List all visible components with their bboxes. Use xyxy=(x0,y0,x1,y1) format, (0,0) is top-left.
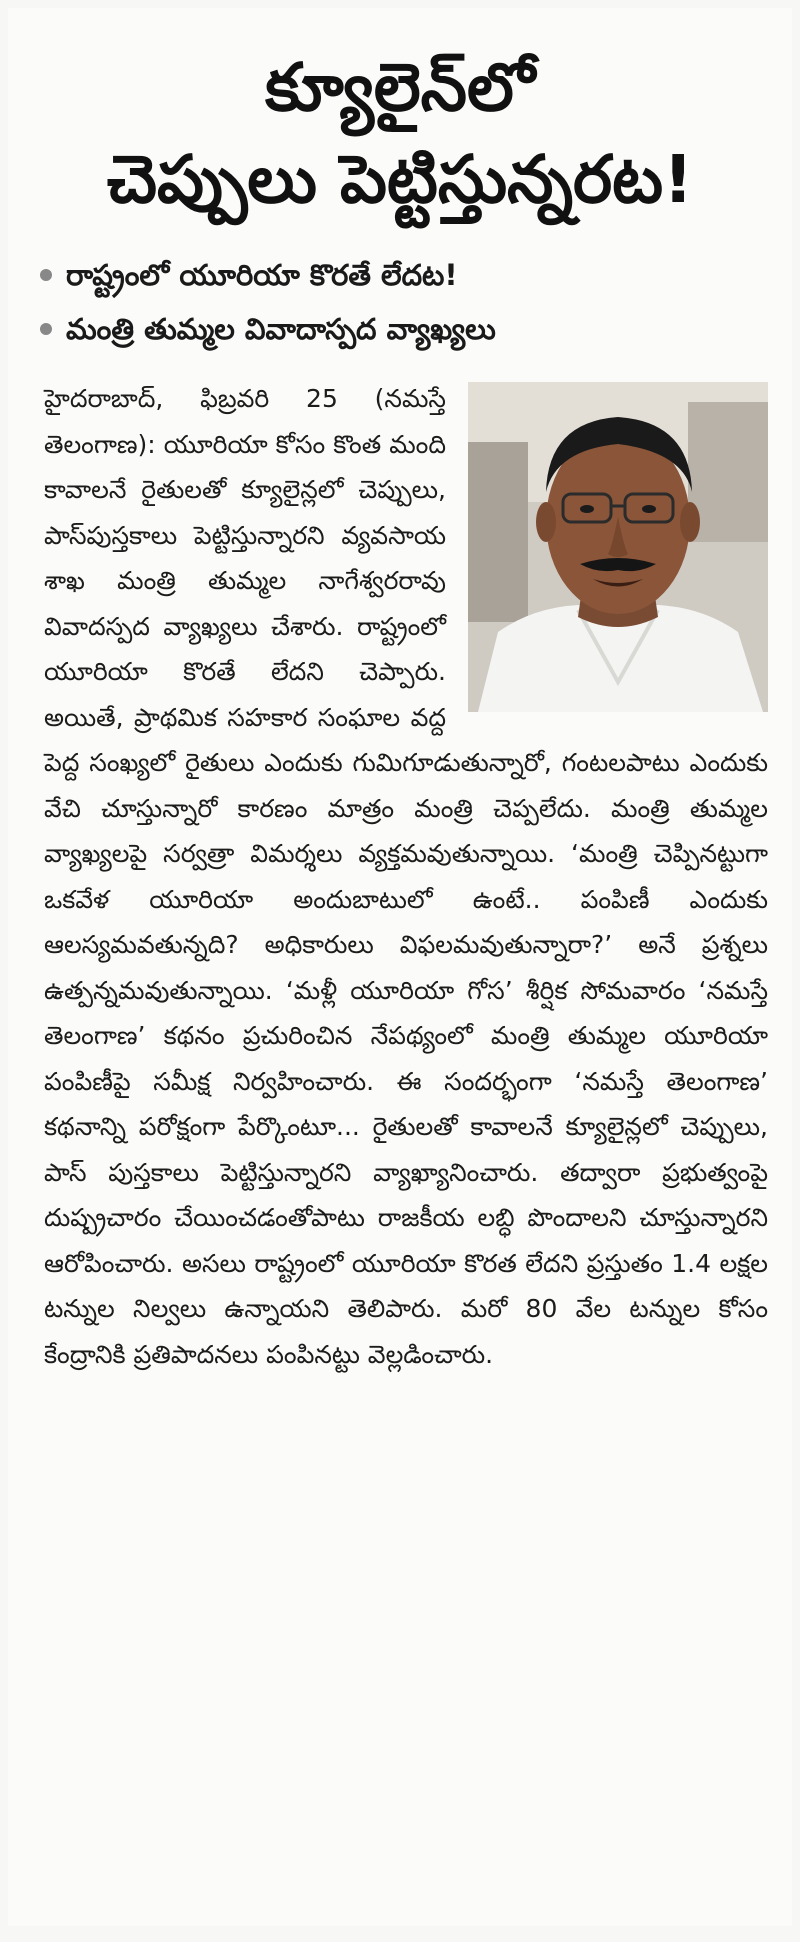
headline-line-2: చెప్పులు పెట్టిస్తున్నరట! xyxy=(106,141,694,218)
article-dateline: హైదరాబాద్, ఫిబ్రవరి 25 (నమస్తే తెలంగాణ): xyxy=(44,384,446,459)
newspaper-clipping xyxy=(8,8,792,1926)
subheading-bullets xyxy=(8,248,792,356)
bullet-item xyxy=(40,302,792,356)
minister-portrait-icon xyxy=(468,382,768,712)
bullet-text: మంత్రి తుమ్మల వివాదాస్పద వ్యాఖ్యలు xyxy=(66,312,496,346)
headline xyxy=(8,8,792,226)
headline-line-1: క్యూలైన్‌లో xyxy=(265,49,535,126)
article-text: యూరియా కోసం కొంత మంది కావాలనే రైతులతో క్యూలైన్లలో చెప్పులు, పాస్‌పుస్తకాలు పెట్టిస్తున్నారని వ్యవసాయ శాఖ మంత్రి తుమ్మల నాగేశ్వరరావు వివాదస్పద వ్యాఖ్యలు చేశారు. రాష్ట్రంలో యూరియా కొరతే లేదని చెప్పారు. అయితే, ప్రాథమిక సహకార సంఘాల వద్ద పెద్ద సంఖ్యలో రైతులు ఎందుకు గుమిగూడుతున్నారో, గంటలపాటు ఎందుకు వేచి చూస్తున్నారో కారణం మాత్రం మంత్రి చెప్పలేదు. మంత్రి తుమ్మల వ్యాఖ్యలపై సర్వత్రా విమర్శలు వ్యక్తమవుతున్నాయి. ‘మంత్రి చెప్పినట్టుగా ఒకవేళ యూరియా అందుబాటులో ఉంటే.. పంపిణీ ఎందుకు ఆలస్యమవతున్నది? అధికారులు విఫలమవుతున్నారా?’ అనే ప్రశ్నలు ఉత్పన్నమవుతున్నాయి. ‘మళ్లీ యూరియా గోస’ శీర్షిక సోమవారం ‘నమస్తే తెలంగాణ’ కథనం ప్రచురించిన నేపథ్యంలో మంత్రి తుమ్మల యూరియా పంపిణీపై సమీక్ష నిర్వహించారు. ఈ సందర్భంగా ‘నమస్తే తెలంగాణ’ కథనాన్ని పరోక్షంగా పేర్కొంటూ... రైతులతో కావాలనే క్యూలైన్లలో చెప్పులు, పాస్ పుస్తకాలు పెట్టిస్తున్నారని వ్యాఖ్యానించారు. తద్వారా ప్రభుత్వంపై దుష్ప్రచారం చేయించడంతోపాటు రాజకీయ లబ్ధి పొందాలని చూస్తున్నారని ఆరోపించారు. అసలు రాష్ట్రంలో యూరియా కొరత లేదని ప్రస్తుతం 1.4 లక్షల టన్నుల నిల్వలు ఉన్నాయని తెలిపారు. మరో 80 వేల టన్నుల కోసం కేంద్రానికి ప్రతిపాదనలు పంపినట్టు వెల్లడించారు. xyxy=(44,429,768,1369)
bullet-dot-icon xyxy=(40,323,52,335)
bullet-text: రాష్ట్రంలో యూరియా కొరతే లేదట! xyxy=(66,258,458,292)
article-body xyxy=(44,376,768,1377)
bullet-item xyxy=(40,248,792,302)
bullet-dot-icon xyxy=(40,269,52,281)
